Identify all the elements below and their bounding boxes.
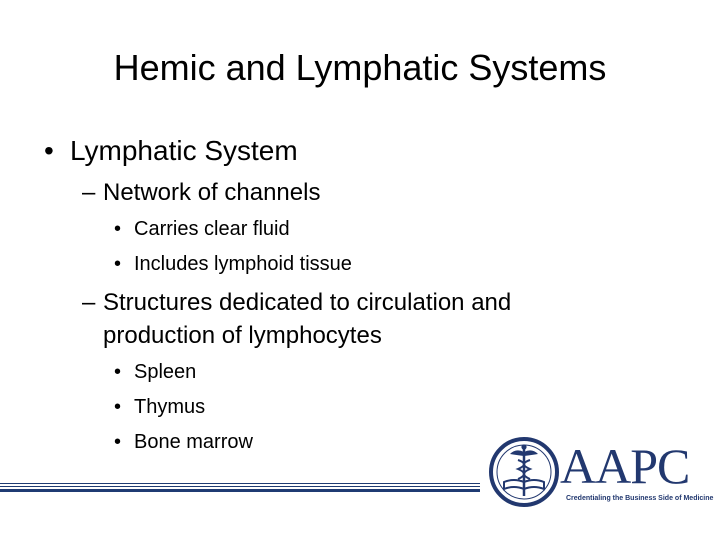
bullet-marker: • xyxy=(114,396,122,418)
list-item-text: Thymus xyxy=(134,396,206,418)
bullet-marker: • xyxy=(114,431,122,453)
list-item-text: Carries clear fluid xyxy=(134,218,290,240)
footer-rule xyxy=(0,483,480,493)
bullet-marker: • xyxy=(114,361,122,383)
sub-bullet-text: Structures dedicated to circulation and production of lymphocytes xyxy=(103,289,512,349)
bullet-marker: • xyxy=(44,135,54,166)
caduceus-book-icon xyxy=(488,434,564,510)
dash-marker: – xyxy=(82,179,96,206)
aapc-tagline: Credentialing the Business Side of Medicine xyxy=(566,495,714,502)
aapc-wordmark: AAPC xyxy=(560,438,690,494)
list-item-text: Includes lymphoid tissue xyxy=(134,253,352,275)
dash-marker: – xyxy=(82,289,96,316)
list-item-text: Spleen xyxy=(134,361,197,383)
rule-line xyxy=(0,486,480,487)
sub-bullet-network xyxy=(82,176,320,209)
bullet-marker: • xyxy=(114,253,122,275)
rule-line xyxy=(0,483,480,484)
list-item-text: Bone marrow xyxy=(134,431,253,453)
aapc-logo xyxy=(488,434,714,510)
sub-bullet-structures xyxy=(82,286,602,352)
bullet-text: Lymphatic System xyxy=(70,135,298,166)
sub-bullet-text: Network of channels xyxy=(103,179,321,206)
bullet-level1 xyxy=(44,133,298,169)
list-item xyxy=(114,251,352,277)
list-item xyxy=(114,394,205,420)
slide-title: Hemic and Lymphatic Systems xyxy=(113,47,607,88)
rule-line xyxy=(0,489,480,492)
bullet-marker: • xyxy=(114,218,122,240)
list-item xyxy=(114,216,290,242)
list-item xyxy=(114,429,253,455)
list-item xyxy=(114,359,196,385)
